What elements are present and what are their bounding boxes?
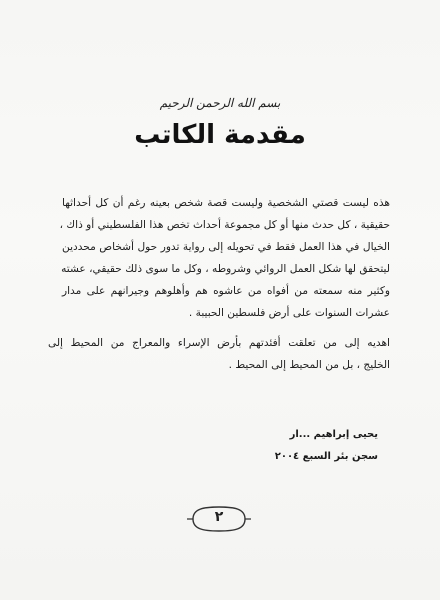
paragraph-line: وكثير منه سمعته من أفواه من عاشوه هم وأهلوهم وجيرانهم على مدار <box>62 285 390 297</box>
page-number: ٢ <box>214 509 224 525</box>
paragraph-line: الخليج ، بل من المحيط إلى المحيط . <box>228 359 390 371</box>
paragraph-line: عشرات السنوات على أرض فلسطين الحبيبة . <box>188 307 390 319</box>
basmala: بسم الله الرحمن الرحيم <box>159 96 281 110</box>
paragraph-line: هذه ليست قصتي الشخصية وليست قصة شخص بعينه رغم أن كل أحداثها <box>62 197 390 209</box>
paragraph-line: الخيال في هذا العمل فقط في تحويله إلى رواية تدور حول أشخاص محددين <box>62 241 390 253</box>
author-signature <box>275 424 378 468</box>
page-title: مقدمة الكاتب <box>134 120 306 150</box>
author-place-date: سجن بئر السبع ٢٠٠٤ <box>274 451 378 462</box>
intro-paragraph <box>59 192 390 324</box>
paragraph-line: حقيقية ، كل حدث منها أو كل مجموعة أحداث تخص هذا الفلسطيني أو ذاك ، <box>59 219 390 231</box>
author-name: يحيى إبراهيم ...ار <box>289 429 378 440</box>
page-number-frame <box>187 505 251 533</box>
dedication-paragraph <box>48 332 390 376</box>
paragraph-line: اهديه إلى من تعلقت أفئدتهم بأرض الإسراء والمعراج من المحيط إلى <box>48 337 390 349</box>
paragraph-line: ليتحقق لها شكل العمل الروائي وشروطه ، وكل ما سوى ذلك حقيقي، عشته <box>61 263 390 275</box>
